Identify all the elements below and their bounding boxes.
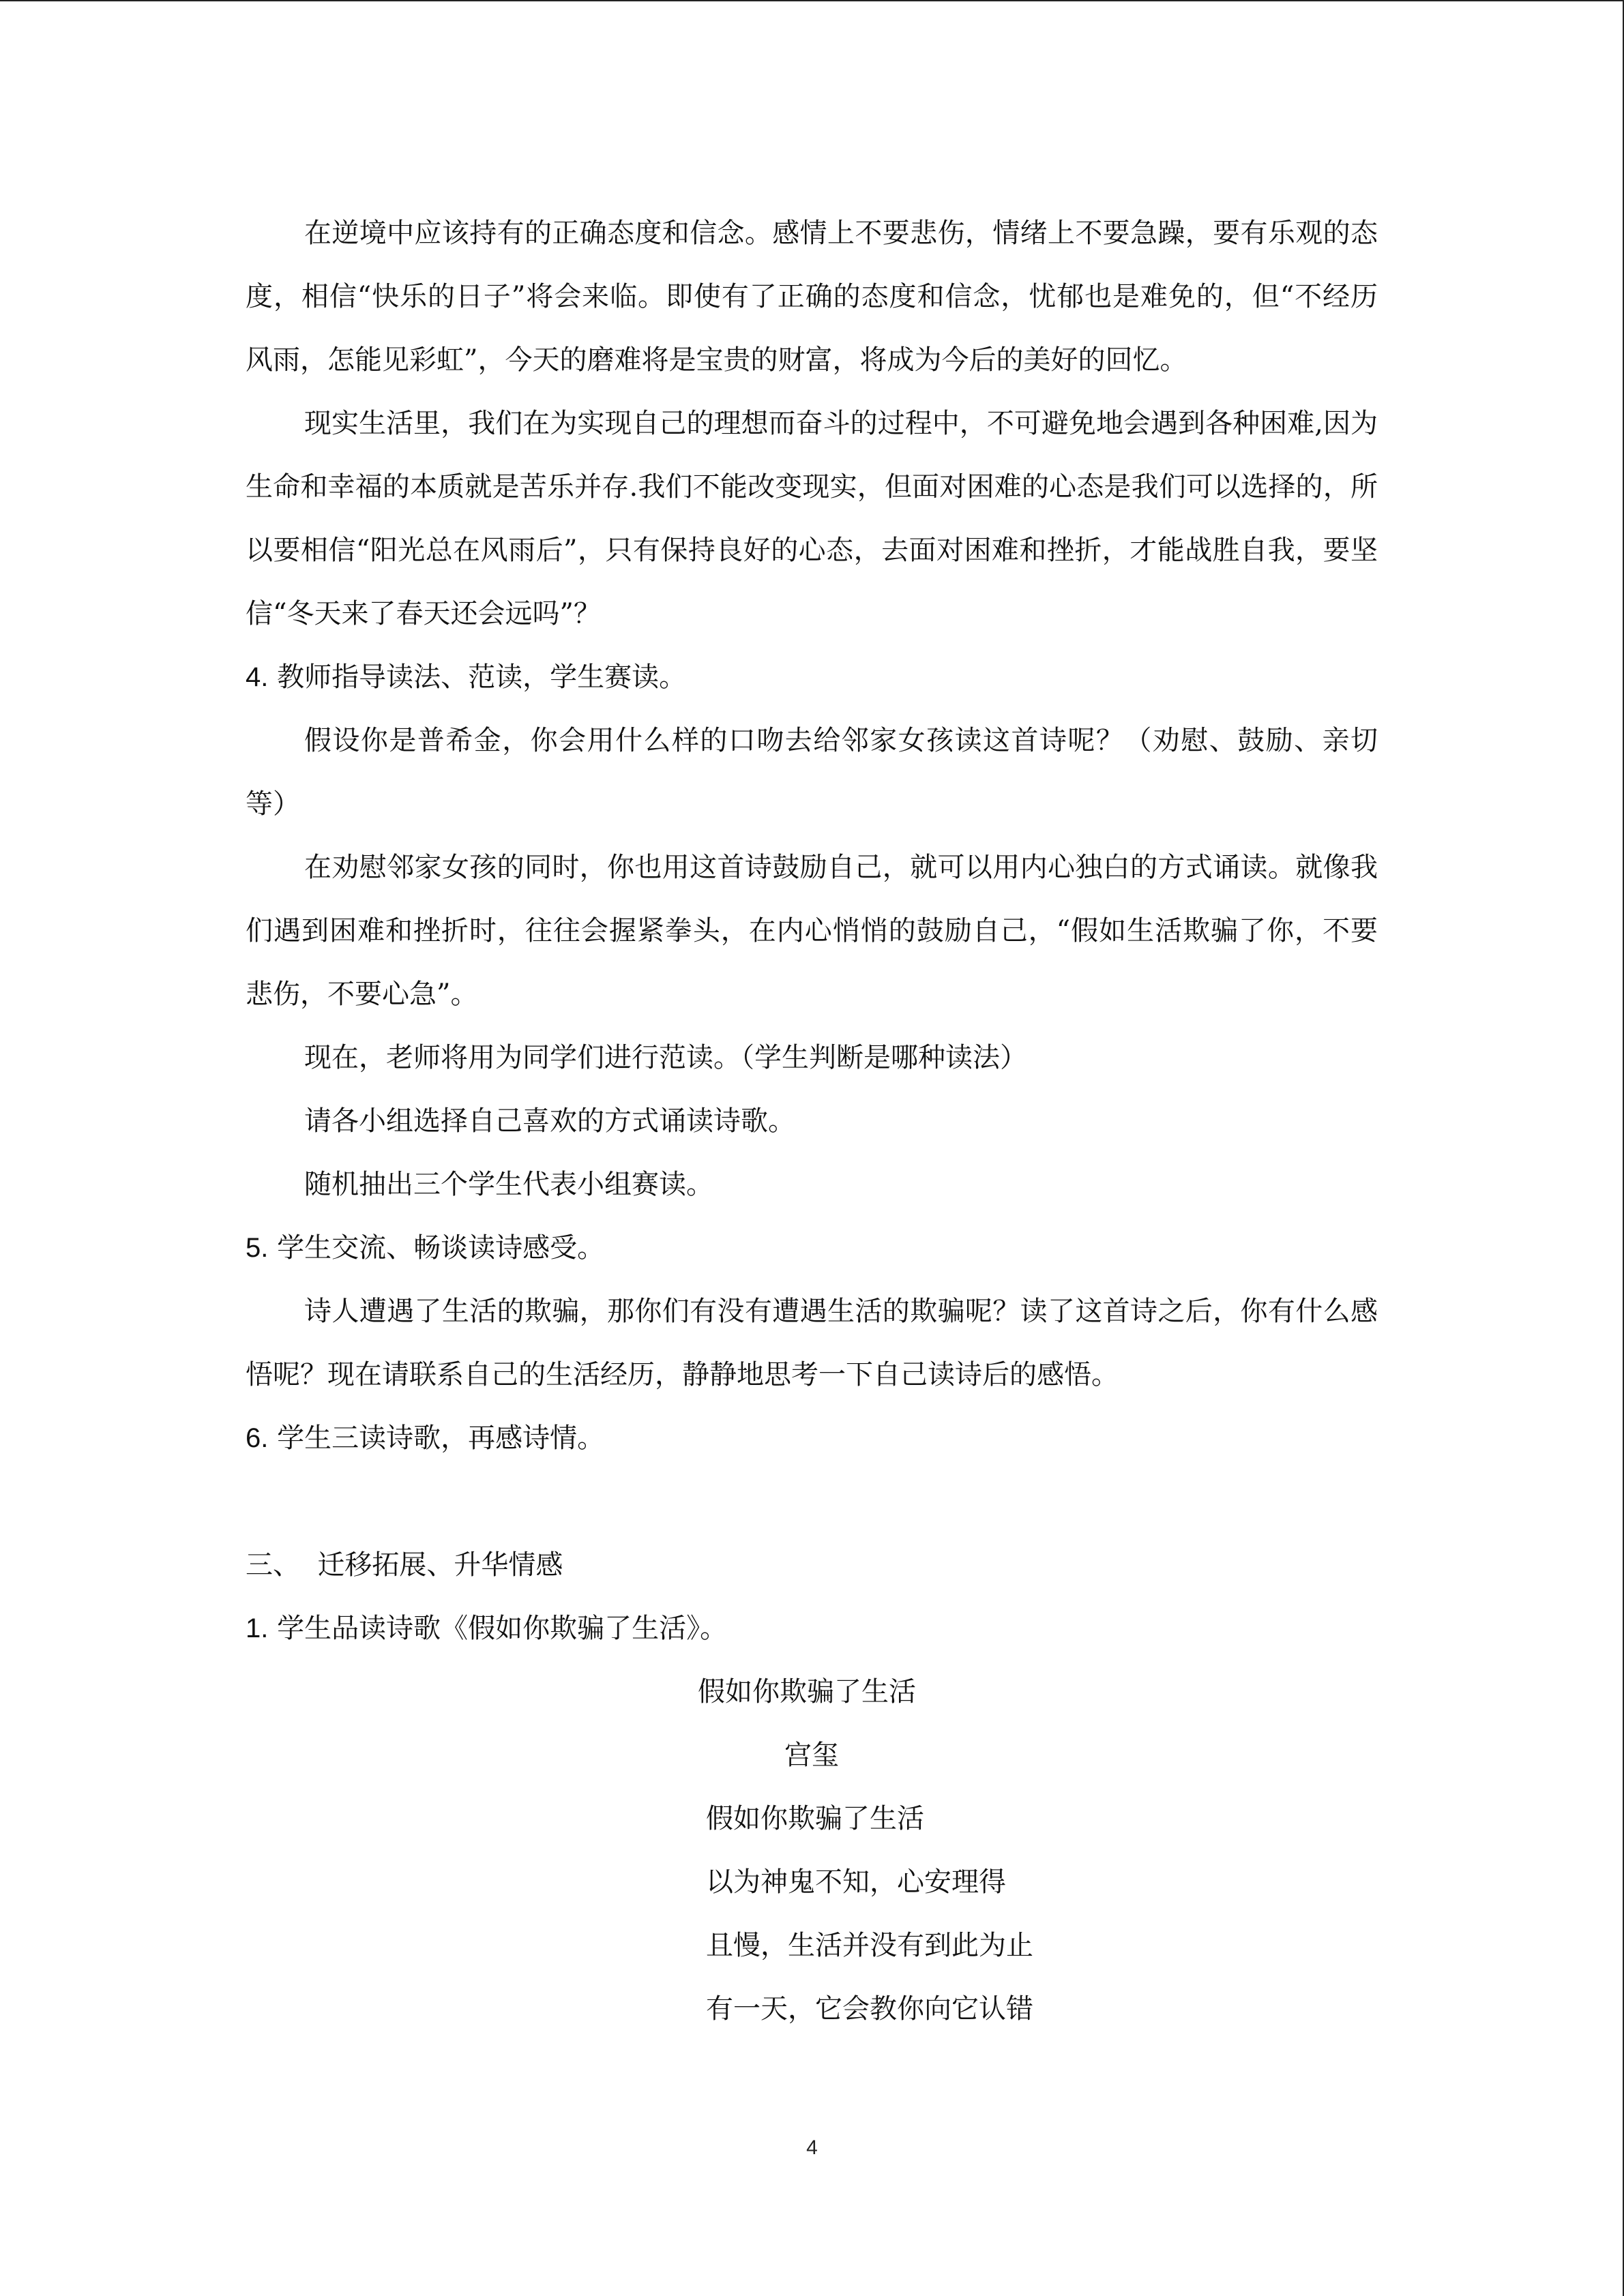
list-item-4: [246, 646, 1378, 709]
poem-line: 有一天，它会教你向它认错: [706, 1993, 1033, 2025]
paragraph-random-students: 随机抽出三个学生代表小组赛读。: [304, 1169, 713, 1200]
paragraph-attitude: 在逆境中应该持有的正确态度和信念。感情上不要悲伤，情绪上不要急躁，要有乐观的态度，相信“快乐的日子”将会来临。即使有了正确的态度和信念，忧郁也是难免的，但“不经历风雨，怎能见彩虹”，今天的磨难将是宝贵的财富，将成为今后的美好的回忆。: [246, 218, 1378, 376]
section-number: 三、: [246, 1549, 300, 1581]
list-item-6: [246, 1407, 1378, 1470]
list-number: 6.: [246, 1423, 269, 1453]
paragraph-teacher-reading: 现在，老师将用为同学们进行范读。（学生判断是哪种读法）: [304, 1042, 1027, 1073]
poem-author: 宫玺: [784, 1740, 839, 1771]
poem-line: 假如你欺骗了生活: [706, 1803, 924, 1834]
list-text: 学生三读诗歌，再感诗情。: [277, 1422, 605, 1454]
paragraph-pushkin: 假设你是普希金，你会用什么样的口吻去给邻家女孩读这首诗呢？（劝慰、鼓励、亲切等）: [246, 725, 1378, 820]
list-item-1: [246, 1597, 1378, 1660]
paragraph-reflection: 诗人遭遇了生活的欺骗，那你们有没有遭遇生活的欺骗呢？读了这首诗之后，你有什么感悟呢？现在请联系自己的生活经历，静静地思考一下自己读诗后的感悟。: [246, 1296, 1378, 1390]
list-item-5: [246, 1217, 1378, 1280]
document-body: [246, 202, 1378, 2041]
poem: [246, 1660, 1378, 2041]
section-heading: [246, 1534, 1378, 1597]
poem-title: 假如你欺骗了生活: [698, 1676, 916, 1708]
section-title: 迁移拓展、升华情感: [317, 1549, 563, 1581]
page-number: 4: [806, 2136, 818, 2159]
list-number: 1.: [246, 1613, 269, 1643]
list-text: 教师指导读法、范读，学生赛读。: [277, 661, 687, 693]
spacer: [246, 1470, 1378, 1534]
list-number: 5.: [246, 1233, 269, 1263]
poem-line: 以为神鬼不知，心安理得: [706, 1866, 1006, 1898]
poem-line: 且慢，生活并没有到此为止: [706, 1930, 1033, 1961]
paragraph-monologue: 在劝慰邻家女孩的同时，你也用这首诗鼓励自己，就可以用内心独白的方式诵读。就像我们遇到困难和挫折时，往往会握紧拳头，在内心悄悄的鼓励自己，“假如生活欺骗了你，不要悲伤，不要心急”。: [246, 852, 1378, 1010]
paragraph-reality: 现实生活里，我们在为实现自己的理想而奋斗的过程中，不可避免地会遇到各种困难,因为生命和幸福的本质就是苦乐并存.我们不能改变现实，但面对困难的心态是我们可以选择的，所以要相信“阳光总在风雨后”，只有保持良好的心态，去面对困难和挫折，才能战胜自我，要坚信“冬天来了春天还会远吗”？: [246, 408, 1378, 629]
list-text: 学生交流、畅谈读诗感受。: [277, 1232, 605, 1264]
list-text: 学生品读诗歌《假如你欺骗了生活》。: [277, 1613, 728, 1644]
paragraph-group-reading: 请各小组选择自己喜欢的方式诵读诗歌。: [304, 1105, 795, 1137]
list-number: 4.: [246, 662, 269, 692]
